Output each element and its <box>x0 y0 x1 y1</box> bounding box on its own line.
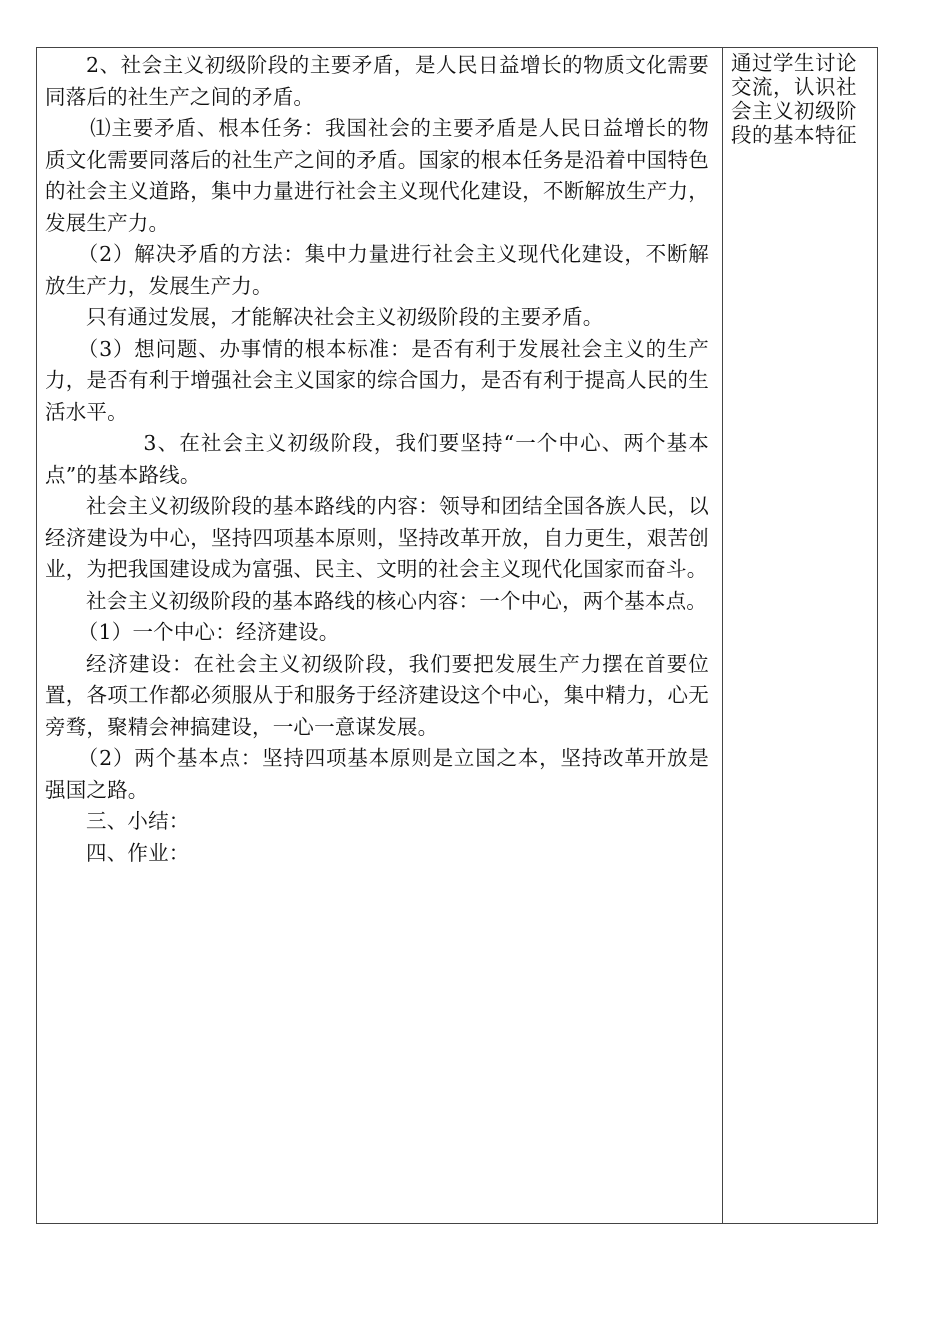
paragraph-basic-line-core: 社会主义初级阶段的基本路线的核心内容：一个中心，两个基本点。 <box>86 588 707 613</box>
paragraph-basic-line-heading: 3、在社会主义初级阶段，我们要坚持“一个中心、两个基本点”的基本路线。 <box>45 431 709 487</box>
teaching-note-cell <box>731 51 871 147</box>
paragraph-one-center: （1）一个中心：经济建设。 <box>77 620 340 644</box>
column-divider <box>722 48 723 1223</box>
paragraph-fundamental-standard: （3）想问题、办事情的根本标准：是否有利于发展社会主义的生产力，是否有利于增强社会主义国家的综合国力，是否有利于提高人民的生活水平。 <box>45 336 709 424</box>
paragraph-fundamental-task: ⑴主要矛盾、根本任务：我国社会的主要矛盾是人民日益增长的物质文化需要同落后的社生产之间的矛盾。国家的根本任务是沿着中国特色的社会主义道路，集中力量进行社会主义现代化建设，不断解放生产力，发展生产力。 <box>45 116 709 235</box>
lesson-content-cell <box>45 50 709 869</box>
paragraph-homework: 四、作业： <box>86 840 190 865</box>
paragraph-economic-construction: 经济建设：在社会主义初级阶段，我们要把发展生产力摆在首要位置，各项工作都必须服从于和服务于经济建设这个中心，集中精力，心无旁骛，聚精会神搞建设，一心一意谋发展。 <box>45 651 709 739</box>
paragraph-development: 只有通过发展，才能解决社会主义初级阶段的主要矛盾。 <box>86 305 604 329</box>
lesson-table <box>36 47 878 1224</box>
paragraph-two-basic-points: （2）两个基本点：坚持四项基本原则是立国之本，坚持改革开放是强国之路。 <box>45 746 709 802</box>
paragraph-solution-method: （2）解决矛盾的方法：集中力量进行社会主义现代化建设，不断解放生产力，发展生产力。 <box>45 242 709 298</box>
paragraph-summary: 三、小结： <box>86 809 190 833</box>
paragraph-main-contradiction: 2、社会主义初级阶段的主要矛盾，是人民日益增长的物质文化需要同落后的社生产之间的矛盾。 <box>45 53 709 109</box>
paragraph-basic-line-content: 社会主义初级阶段的基本路线的内容：领导和团结全国各族人民，以经济建设为中心，坚持四项基本原则，坚持改革开放，自力更生，艰苦创业，为把我国建设成为富强、民主、文明的社会主义现代化国家而奋斗。 <box>45 494 709 581</box>
teaching-note: 通过学生讨论交流，认识社会主义初级阶段的基本特征 <box>731 51 857 147</box>
